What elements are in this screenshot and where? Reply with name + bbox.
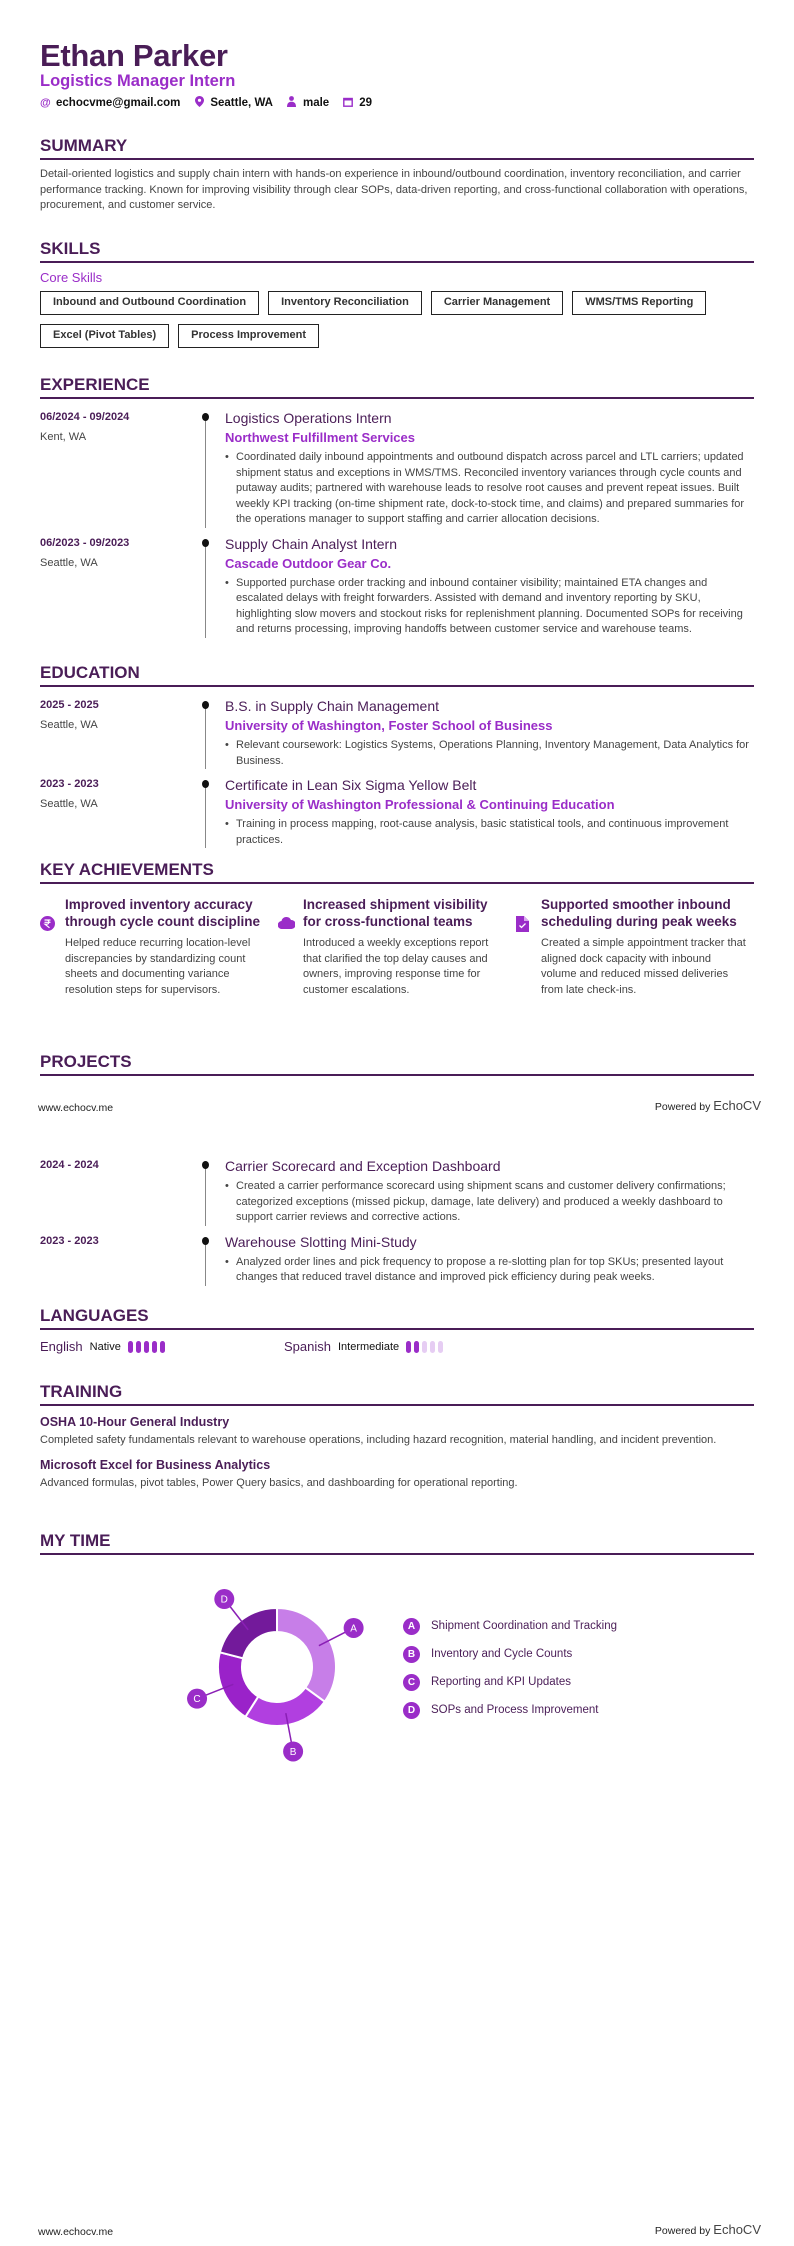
rating-dot [414, 1341, 419, 1353]
legend-badge: B [403, 1646, 420, 1663]
entry-organization: University of Washington, Foster School of Business [225, 718, 553, 733]
my-time-section [40, 1532, 754, 1555]
entry-title: Certificate in Lean Six Sigma Yellow Belt [225, 777, 477, 793]
entry-date: 2023 - 2023 [40, 1234, 99, 1247]
section-heading: MY TIME [40, 1532, 754, 1555]
chart-legend [403, 1612, 617, 1724]
entry-content [225, 1234, 754, 1286]
achievement-title: Increased shipment visibility for cross-functional teams [303, 897, 488, 929]
entry-date: 06/2023 - 09/2023 [40, 536, 130, 549]
entry-title: Warehouse Slotting Mini-Study [225, 1233, 417, 1250]
entry-bullet [225, 1255, 754, 1286]
entry-organization: Northwest Fulfillment Services [225, 430, 415, 445]
section-heading: SUMMARY [40, 137, 754, 160]
experience-entry [40, 410, 754, 528]
rating-dot [128, 1341, 133, 1353]
achievement-card [278, 896, 516, 998]
slice-label: C [193, 1694, 201, 1706]
slice-label: A [350, 1623, 357, 1635]
calendar-icon [343, 97, 353, 110]
legend-badge: C [403, 1674, 420, 1691]
powered-by [655, 2222, 761, 2237]
section-heading: SKILLS [40, 240, 754, 263]
brand-name: EchoCV [713, 1098, 761, 1113]
candidate-name: Ethan Parker [40, 38, 228, 73]
bullet-icon: • [225, 1255, 229, 1268]
file-check-icon [516, 896, 541, 998]
entry-title: Logistics Operations Intern [225, 410, 392, 426]
legend-label: Reporting and KPI Updates [431, 1676, 572, 1688]
legend-badge: A [403, 1618, 420, 1635]
rating-dot [160, 1341, 165, 1353]
section-heading: KEY ACHIEVEMENTS [40, 861, 754, 884]
entry-date: 06/2024 - 09/2024 [40, 411, 130, 423]
timeline-line [205, 1238, 206, 1286]
achievement-title: Supported smoother inbound scheduling during peak weeks [541, 897, 737, 929]
timeline-dot [202, 413, 209, 421]
donut-slice-B [245, 1688, 324, 1726]
language-rating [128, 1341, 165, 1353]
entry-meta [40, 410, 205, 528]
legend-item [403, 1640, 617, 1668]
contact-row [40, 96, 372, 110]
legend-badge: D [403, 1702, 420, 1719]
summary-section [40, 137, 754, 214]
projects-section [40, 1053, 754, 1076]
rating-dot [144, 1341, 149, 1353]
location-pin-icon [194, 96, 204, 110]
timeline-dot [202, 1161, 209, 1169]
languages-section [40, 1307, 754, 1354]
skill-tag: Inbound and Outbound Coordination [40, 291, 259, 315]
entry-location: Seattle, WA [40, 556, 98, 569]
slice-label: D [220, 1594, 228, 1606]
skill-tag: Excel (Pivot Tables) [40, 324, 169, 348]
bullet-text: Coordinated daily inbound appointments and outbound dispatch across parcel and LTL carriers; updated shipment status and exceptions in WMS/TMS. Reconciled inventory variances through cycle counts and putaway audits; partnered with warehouse leads to resolve root causes and prevent repeat issues. Built weekly KPI tracking (on-time shipment rate, dock-to-stock time, and claims) and prepared summaries for the operations manager to support staffing and carrier allocation decisions. [236, 451, 745, 525]
language-item [40, 1339, 284, 1354]
project-list [40, 1158, 754, 1286]
training-title: Microsoft Excel for Business Analytics [40, 1457, 271, 1472]
education-entry [40, 777, 754, 848]
email[interactable]: echocvme@gmail.com [56, 97, 181, 109]
language-item [284, 1339, 528, 1354]
donut-slice-C [218, 1652, 258, 1716]
bullet-icon: • [225, 576, 229, 589]
legend-label: SOPs and Process Improvement [431, 1704, 599, 1716]
legend-item [403, 1668, 617, 1696]
entry-content [225, 777, 754, 848]
rating-dot [406, 1341, 411, 1353]
experience-entry [40, 536, 754, 638]
time-donut-chart [0, 1560, 794, 1780]
language-name: English [40, 1339, 83, 1354]
skill-tag: Carrier Management [431, 291, 563, 315]
achievement-desc: Created a simple appointment tracker that aligned dock capacity with inbound volume and reduced missed deliveries from late check-ins. [541, 937, 746, 996]
powered-label: Powered by [654, 1101, 711, 1113]
achievement-card [516, 896, 754, 998]
entry-content [225, 410, 754, 528]
entry-content [225, 1158, 754, 1226]
training-title: OSHA 10-Hour General Industry [40, 1415, 230, 1429]
rating-dot [422, 1341, 427, 1353]
slice-label: B [289, 1746, 297, 1758]
entry-meta [40, 1158, 205, 1226]
education-entry [40, 698, 754, 769]
entry-organization: Cascade Outdoor Gear Co. [225, 555, 392, 571]
achievement-desc: Introduced a weekly exceptions report that clarified the top delay causes and owners, improving response time for customer escalations. [303, 937, 489, 996]
timeline-dot [202, 1237, 209, 1245]
timeline-dot [202, 780, 209, 788]
training-desc: Completed safety fundamentals relevant to warehouse operations, including hazard recognition, material handling, and incident prevention. [40, 1434, 717, 1446]
entry-bullet [225, 576, 754, 638]
entry-location: Seattle, WA [40, 798, 98, 810]
projects-entry [40, 1234, 754, 1286]
summary-text: Detail-oriented logistics and supply chain intern with hands-on experience in inbound/outbound coordination, inventory reconciliation, and carrier performance tracking. Known for improving visibility through clear SOPs, data-driven reporting, and cross-functional collaboration with operations, procurement, and customer service. [40, 168, 748, 211]
entry-bullet [225, 817, 754, 848]
achievement-card [40, 896, 278, 998]
rating-dot [136, 1341, 141, 1353]
bullet-text: Relevant coursework: Logistics Systems, Operations Planning, Inventory Management, Data Analytics for Business. [236, 739, 749, 767]
language-rating [406, 1341, 443, 1353]
skill-group-label: Core Skills [40, 270, 103, 285]
entry-meta [40, 536, 205, 638]
timeline-line [205, 781, 206, 848]
footer-site-link[interactable]: www.echocv.me [38, 2226, 114, 2238]
rating-dot [152, 1341, 157, 1353]
achievement-text [65, 896, 270, 998]
timeline-dot [202, 701, 209, 709]
training-section [40, 1383, 754, 1491]
entry-location: Seattle, WA [40, 719, 98, 731]
skill-tag: Inventory Reconciliation [268, 291, 422, 315]
entry-content [225, 698, 754, 769]
entry-title: Supply Chain Analyst Intern [225, 535, 397, 552]
achievement-text [541, 896, 746, 998]
language-level: Intermediate [337, 1340, 400, 1353]
bullet-icon: • [225, 451, 229, 463]
entry-meta [40, 698, 205, 769]
age: 29 [359, 97, 372, 109]
section-heading: TRAINING [40, 1383, 754, 1406]
skills-section [40, 240, 754, 348]
rating-dot [438, 1341, 443, 1353]
entry-date: 2023 - 2023 [40, 778, 99, 790]
bullet-text: Analyzed order lines and pick frequency to propose a re-slotting plan for top SKUs; presented layout changes that reduced travel distance and improved pick efficiency during peak weeks. [236, 1255, 724, 1283]
skill-tag: WMS/TMS Reporting [572, 291, 706, 315]
section-heading: PROJECTS [40, 1053, 754, 1076]
experience-section [40, 376, 754, 638]
gender: male [302, 97, 330, 109]
cloud-icon [278, 896, 303, 998]
skill-tag: Process Improvement [178, 324, 319, 348]
skill-tags [40, 291, 754, 348]
footer-site-link[interactable]: www.echocv.me [38, 1102, 114, 1114]
education-section [40, 664, 754, 848]
timeline-line [205, 540, 206, 638]
timeline-line [205, 1162, 206, 1226]
bullet-icon: • [225, 739, 229, 751]
legend-label: Shipment Coordination and Tracking [431, 1620, 618, 1632]
bullet-text: Supported purchase order tracking and inbound container visibility; maintained ETA changes and escalated delays with freight forwarders. Assisted with demand and inventory reporting by SKU, highlighting slow movers and stockout risks for replenishment planning. Documented SOPs for receiving and returns processing, improving handoffs between customer service and warehouse teams. [236, 576, 743, 635]
rating-dot [430, 1341, 435, 1353]
achievements-section [40, 861, 754, 998]
entry-date: 2025 - 2025 [40, 699, 99, 711]
brand-name: EchoCV [713, 2222, 761, 2237]
powered-by [655, 1098, 761, 1113]
powered-label: Powered by [654, 2225, 711, 2237]
entry-title: B.S. in Supply Chain Management [225, 698, 440, 714]
entry-bullet [225, 1179, 754, 1226]
section-heading: EDUCATION [40, 664, 754, 687]
bullet-text: Created a carrier performance scorecard using shipment scans and customer delivery confirmations; categorized exceptions (missed pickup, damage, late delivery) and produced a weekly dashboard to support carrier reviews and corrective actions. [236, 1180, 726, 1223]
at-icon: @ [40, 97, 51, 109]
achievement-text [303, 896, 508, 998]
projects-entry [40, 1158, 754, 1226]
rupee-circle-icon [40, 896, 65, 998]
bullet-text: Training in process mapping, root-cause analysis, basic statistical tools, and continuous improvement practices. [236, 818, 729, 846]
language-name: Spanish [284, 1339, 331, 1354]
bullet-icon: • [225, 1180, 229, 1192]
entry-meta [40, 777, 205, 848]
location: Seattle, WA [210, 97, 273, 109]
entry-meta [40, 1234, 205, 1286]
entry-organization: University of Washington Professional & Continuing Education [225, 797, 615, 812]
legend-item [403, 1612, 617, 1640]
language-level: Native [89, 1340, 121, 1353]
section-heading: EXPERIENCE [40, 376, 754, 399]
entry-title: Carrier Scorecard and Exception Dashboard [225, 1158, 501, 1174]
person-icon [287, 96, 297, 110]
candidate-title: Logistics Manager Intern [40, 72, 236, 90]
entry-content [225, 536, 754, 638]
bullet-icon: • [225, 818, 229, 830]
achievement-title: Improved inventory accuracy through cycle count discipline [65, 897, 261, 929]
achievement-desc: Helped reduce recurring location-level discrepancies by standardizing count sheets and documenting variance resolution steps for supervisors. [65, 937, 251, 996]
donut-slice-D [220, 1608, 277, 1658]
legend-item [403, 1696, 617, 1724]
legend-label: Inventory and Cycle Counts [431, 1648, 573, 1660]
section-heading: LANGUAGES [40, 1307, 754, 1330]
entry-bullet [225, 738, 754, 769]
entry-bullet [225, 450, 754, 528]
entry-date: 2024 - 2024 [40, 1159, 99, 1171]
entry-location: Kent, WA [40, 431, 87, 443]
timeline-dot [202, 539, 209, 547]
training-desc: Advanced formulas, pivot tables, Power Query basics, and dashboarding for operational reporting. [40, 1476, 518, 1489]
timeline-line [205, 414, 206, 528]
timeline-line [205, 702, 206, 769]
